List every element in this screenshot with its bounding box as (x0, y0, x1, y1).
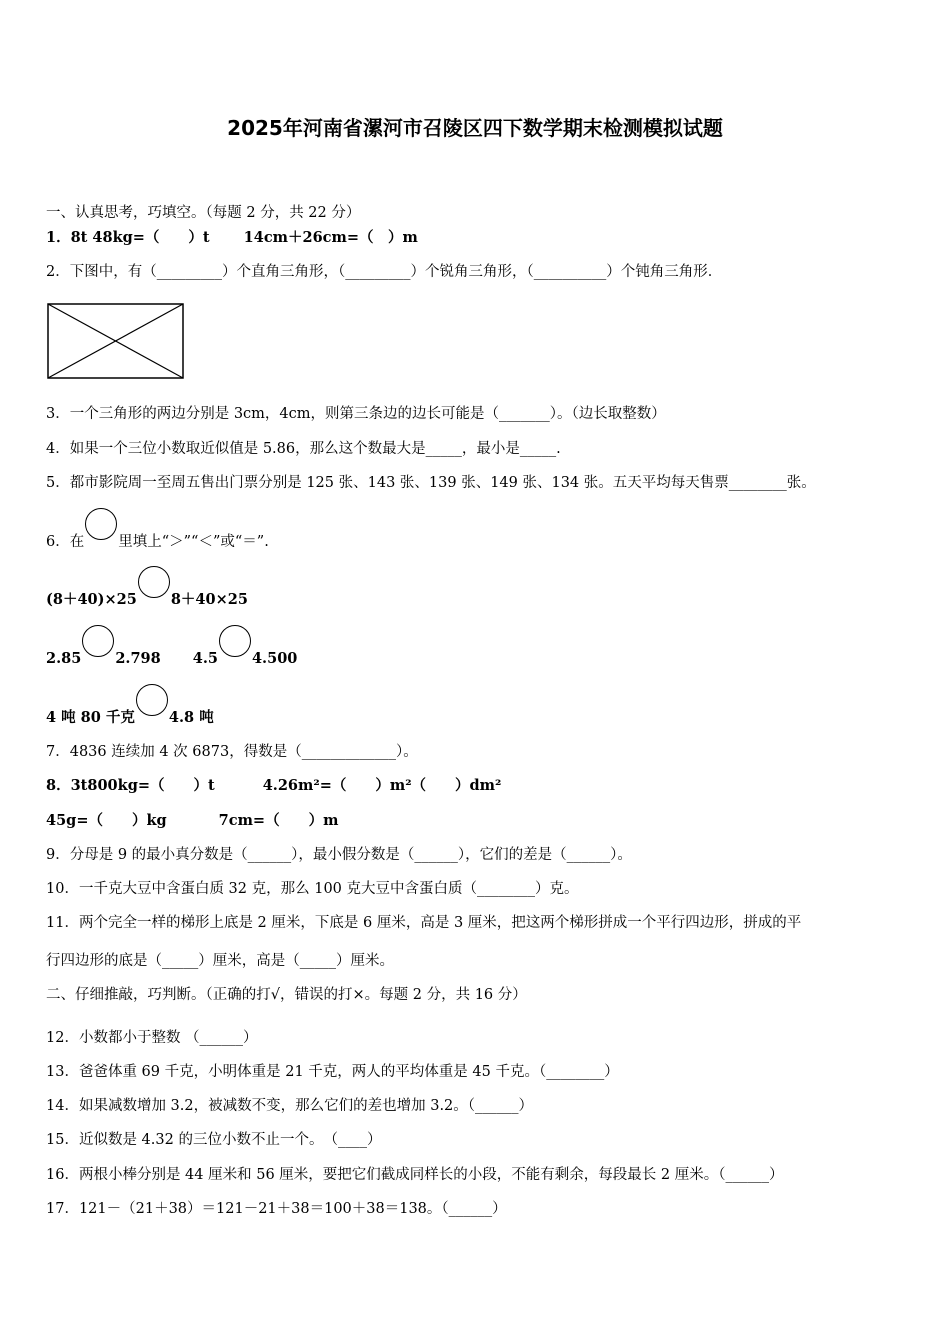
expression-left: 4 吨 80 千克 (46, 709, 135, 726)
question-8-part-a: 8．3t800kg=（ ）t (46, 777, 215, 794)
question-8-part-d: 7cm=（ ）m (218, 812, 339, 829)
question-7: 7．4836 连续加 4 次 6873，得数是（_____________）。 (46, 744, 418, 760)
section-heading-fill-in: 一、认真思考，巧填空。（每题 2 分，共 22 分） (46, 205, 361, 221)
question-11-line-1: 11．两个完全一样的梯形上底是 2 厘米，下底是 6 厘米，高是 3 厘米，把这两个梯形拼成一个平行四边形，拼成的平 (46, 915, 802, 931)
expression-right: 4.500 (251, 650, 298, 667)
question-6-row-3 (46, 696, 214, 728)
expression-right: 8＋40×25 (170, 591, 248, 608)
question-6-intro-b: 里填上“＞”“＜”或“＝”. (118, 534, 269, 550)
question-16: 16．两根小棒分别是 44 厘米和 56 厘米，要把它们截成同样长的小段，不能有剩余，每段最长 2 厘米。（______） (46, 1167, 784, 1183)
rectangle-with-diagonals-icon (46, 302, 186, 382)
compare-circle[interactable] (136, 684, 168, 716)
expression-right: 2.798 (115, 650, 161, 667)
question-12: 12．小数都小于整数 （______） (46, 1030, 258, 1046)
compare-circle[interactable] (85, 508, 117, 540)
compare-circle[interactable] (219, 625, 251, 657)
question-10: 10．一千克大豆中含蛋白质 32 克，那么 100 克大豆中含蛋白质（________）克。 (46, 881, 579, 897)
question-17: 17．121－（21＋38）＝121－21＋38＝100＋38＝138。（______） (46, 1201, 507, 1217)
question-8-row-2 (46, 811, 338, 831)
question-8-row-1 (46, 776, 501, 796)
expression-left: 2.85 (46, 650, 82, 667)
compare-circle[interactable] (138, 566, 170, 598)
question-6-intro-a: 6．在 (46, 534, 85, 550)
question-11-line-2: 行四边形的底是（_____）厘米，高是（_____）厘米。 (46, 953, 394, 969)
question-1 (46, 228, 418, 248)
question-9: 9．分母是 9 的最小真分数是（______），最小假分数是（______），它们的差是（______）。 (46, 847, 632, 863)
expression-left: 4.5 (192, 650, 218, 667)
question-8-part-b: 4.26m²=（ ）m²（ ）dm² (262, 777, 502, 794)
expression-right: 4.8 吨 (168, 709, 214, 726)
question-2: 2．下图中，有（_________）个直角三角形，（_________）个锐角三角形，（__________）个钝角三角形． (46, 264, 723, 280)
page-title: 2025年河南省漯河市召陵区四下数学期末检测模拟试题 (227, 116, 723, 140)
question-8-part-c: 45g=（ ）kg (46, 812, 167, 829)
question-4: 4．如果一个三位小数取近似值是 5.86，那么这个数最大是_____，最小是_____. (46, 441, 561, 457)
question-3: 3．一个三角形的两边分别是 3cm，4cm，则第三条边的边长可能是（_______）。（边长取整数） (46, 406, 666, 422)
question-13: 13．爸爸体重 69 千克，小明体重是 21 千克，两人的平均体重是 45 千克。（________） (46, 1064, 619, 1080)
question-1-part-b: 14cm＋26cm=（ ）m (243, 229, 418, 246)
compare-circle[interactable] (82, 625, 114, 657)
question-6-intro (46, 520, 269, 552)
expression-left: (8＋40)×25 (46, 591, 137, 608)
question-1-part-a: 1．8t 48kg=（ ）t (46, 229, 210, 246)
question-15: 15．近似数是 4.32 的三位小数不止一个。 （____） (46, 1132, 382, 1148)
question-6-row-2 (46, 637, 297, 669)
question-14: 14．如果减数增加 3.2，被减数不变，那么它们的差也增加 3.2。（______） (46, 1098, 534, 1114)
question-5: 5．都市影院周一至周五售出门票分别是 125 张、143 张、139 张、149 张、134 张。五天平均每天售票________张。 (46, 475, 816, 491)
section-heading-judge: 二、仔细推敲，巧判断。（正确的打√，错误的打×。每题 2 分，共 16 分） (46, 987, 527, 1003)
question-6-row-1 (46, 578, 248, 610)
